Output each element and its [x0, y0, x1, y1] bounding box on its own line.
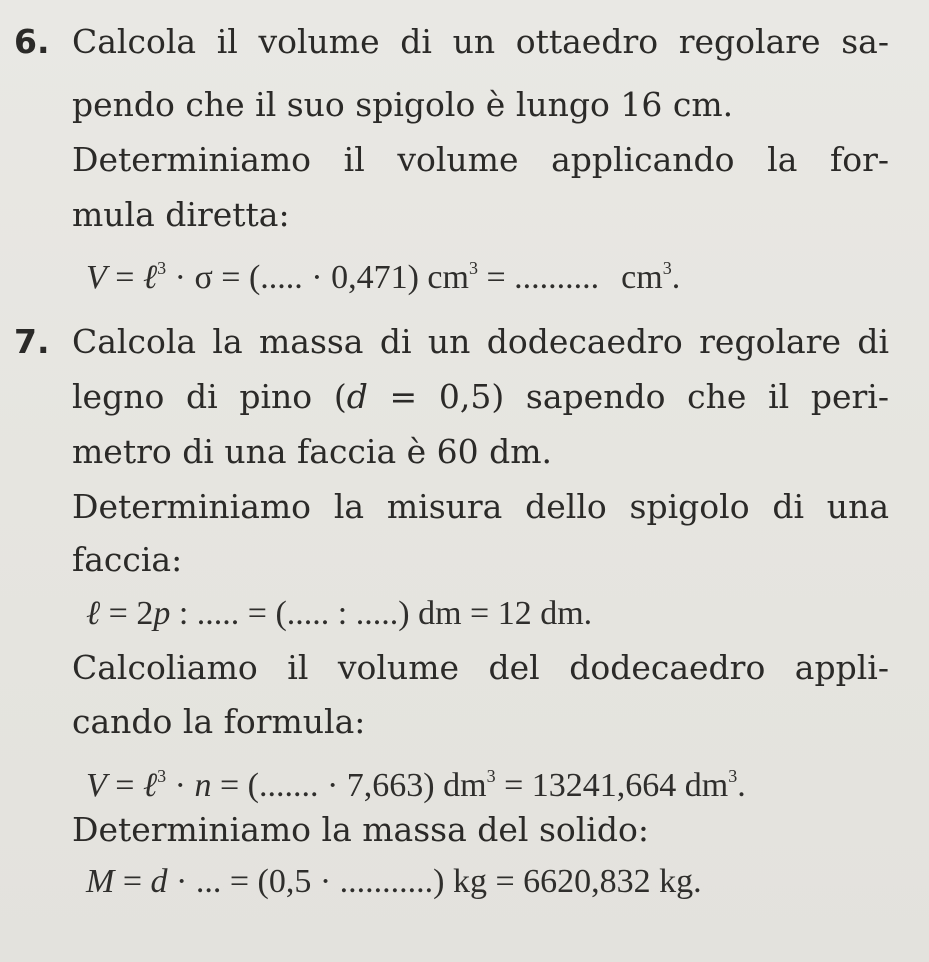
formula-blank-product: (..... · 0,471) cm: [248, 259, 469, 296]
exercise-6-text-line-3: Determiniamo il volume applicando la for-: [72, 140, 889, 179]
formula-p: p: [153, 595, 171, 632]
exercise-7-volume-formula: [86, 756, 746, 806]
formula-exponent-3: 3: [728, 766, 738, 786]
exercise-7-text-line-8: Determiniamo la massa del solido:: [72, 810, 649, 849]
exercise-6-text-line-4: mula diretta:: [72, 195, 290, 234]
exercise-6-text-line-2: pendo che il suo spigolo è lungo 16 cm.: [72, 85, 734, 124]
formula-sigma: · σ =: [166, 259, 249, 296]
exercise-7-mass-formula: [86, 862, 702, 902]
formula-exponent: 3: [157, 766, 167, 786]
exercise-6-text-line-1: Calcola il volume di un ottaedro regolare sa-: [72, 22, 889, 61]
formula-edge: ℓ: [142, 259, 158, 296]
formula-equals: =: [106, 259, 143, 296]
formula-equals-2: = 2: [100, 595, 154, 632]
formula-exponent-2: 3: [468, 258, 478, 278]
exercise-7-text-line-1: Calcola la massa di un dodecaedro regolare di: [72, 322, 889, 361]
formula-blank-result: = ..........: [477, 259, 600, 296]
exercise-7-edge-formula: [86, 594, 592, 634]
formula-edge: ℓ: [142, 767, 158, 804]
exercise-7-text-line-5: faccia:: [72, 540, 183, 579]
exercise-7-text-line-2: [72, 377, 889, 417]
formula-edge: ℓ: [86, 595, 101, 632]
density-symbol: d: [346, 377, 368, 416]
formula-rest: = (....... · 7,663) dm: [211, 767, 487, 804]
exercise-7-text-line-3: metro di una faccia è 60 dm.: [72, 432, 553, 471]
formula-rest: : ..... = (..... : .....) dm = 12 dm.: [170, 595, 593, 632]
exercise-7-text-line-7: cando la formula:: [72, 702, 366, 741]
formula-n: n: [194, 767, 212, 804]
formula-exponent-3: 3: [662, 258, 672, 278]
formula-dot: ·: [166, 767, 195, 804]
exercise-7-text-line-4: Determiniamo la misura dello spigolo di una: [72, 487, 889, 526]
exercise-6-volume-formula: [86, 248, 680, 298]
text-segment: legno di pino (: [72, 377, 347, 416]
formula-equals: =: [106, 767, 143, 804]
formula-v: V: [86, 259, 107, 296]
formula-m: M: [86, 863, 115, 900]
formula-result: = 13241,664 dm: [495, 767, 729, 804]
formula-rest: · ... = (0,5 · ...........) kg = 6620,832 kg.: [167, 863, 702, 900]
exercise-7-text-line-6: Calcoliamo il volume del dodecaedro appli-: [72, 648, 889, 687]
formula-v: V: [86, 767, 107, 804]
formula-end: .: [737, 767, 746, 804]
exercise-6-number: 6.: [14, 22, 50, 61]
formula-unit: cm: [621, 259, 663, 296]
formula-equals: =: [114, 863, 151, 900]
formula-exponent: 3: [157, 258, 167, 278]
formula-d: d: [150, 863, 168, 900]
formula-exponent-2: 3: [486, 766, 496, 786]
exercise-7-number: 7.: [14, 322, 50, 361]
formula-end: .: [671, 259, 681, 296]
text-segment: = 0,5) sapendo che il peri-: [367, 377, 890, 416]
